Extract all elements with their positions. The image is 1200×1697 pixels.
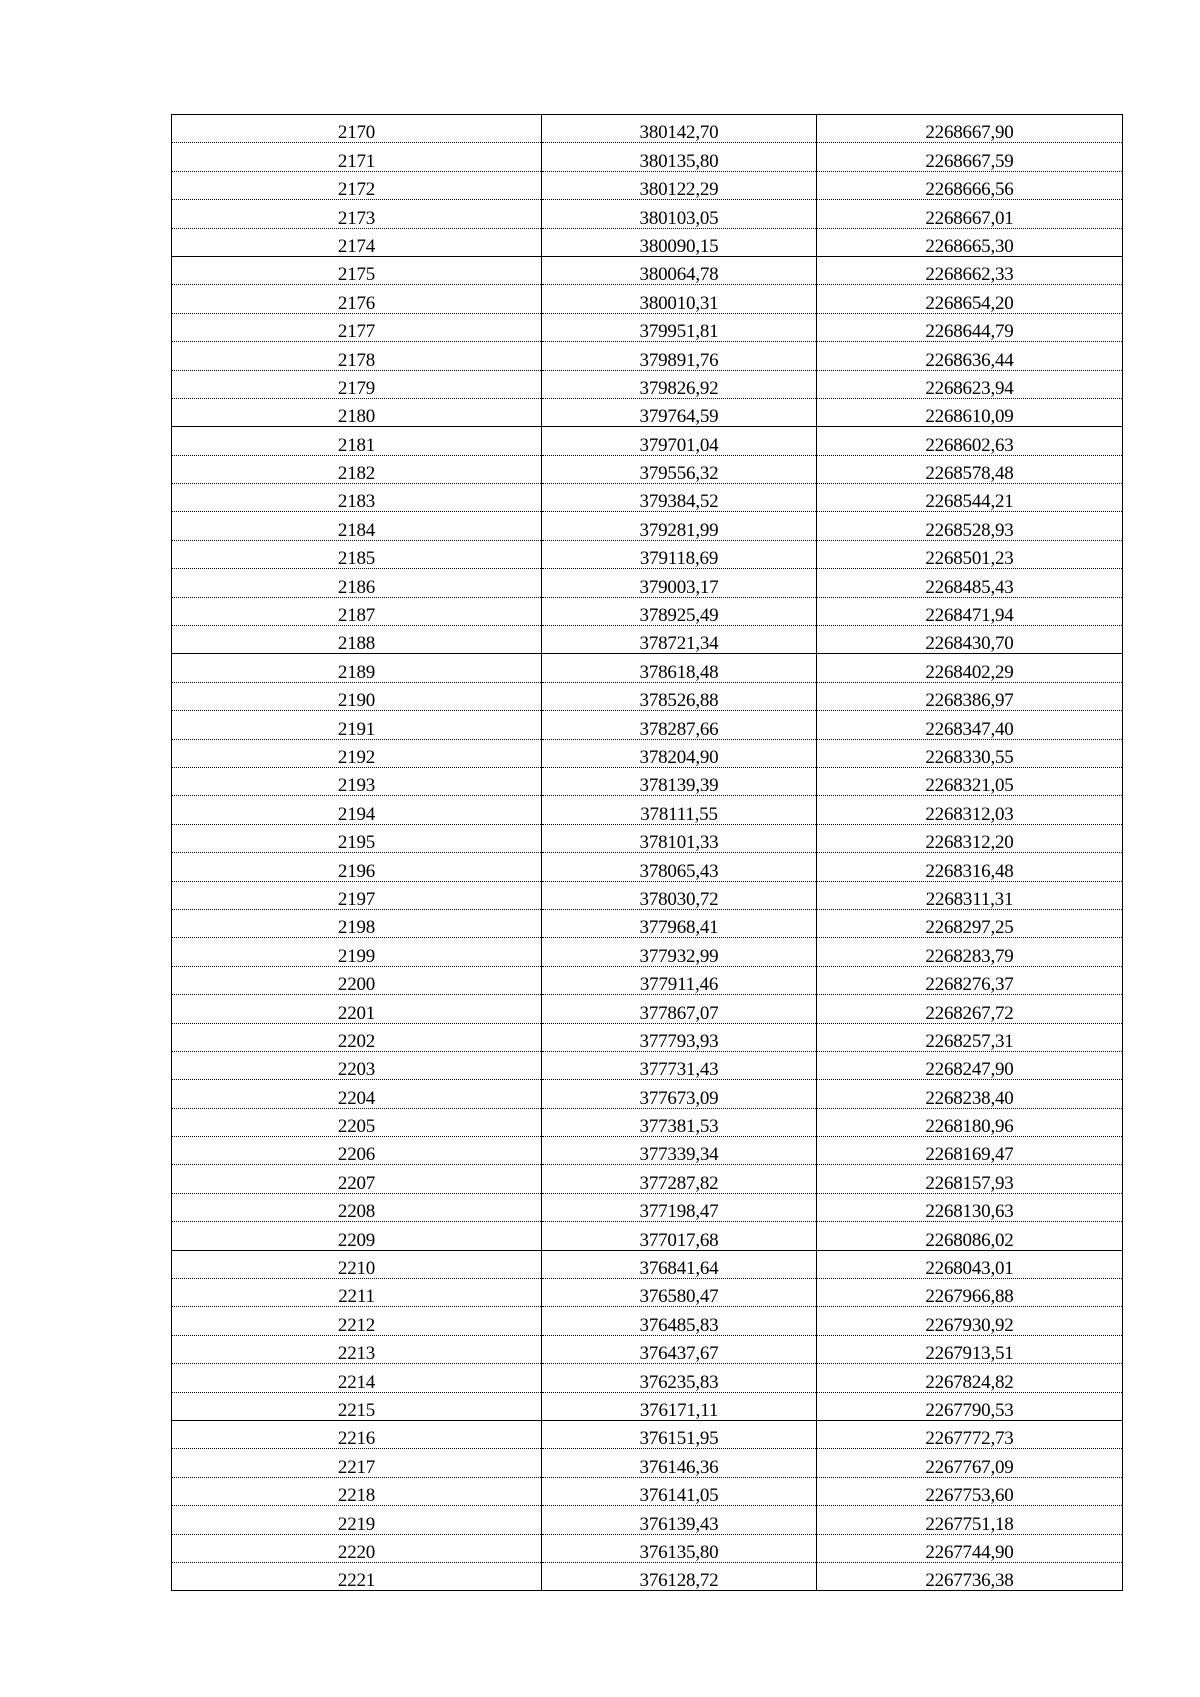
x-coordinate-cell: 377968,41: [542, 909, 817, 937]
table-row: [172, 484, 1123, 512]
y-coordinate-cell: 2268330,55: [817, 739, 1123, 767]
table-row: [172, 1534, 1123, 1562]
x-coordinate-cell: 379003,17: [542, 569, 817, 597]
table-row: [172, 115, 1123, 143]
point-number-cell: 2182: [172, 455, 542, 483]
point-number-cell: 2211: [172, 1279, 542, 1307]
y-coordinate-cell: 2267913,51: [817, 1335, 1123, 1363]
y-coordinate-cell: 2268297,25: [817, 909, 1123, 937]
x-coordinate-cell: 379891,76: [542, 342, 817, 370]
x-coordinate-cell: 377793,93: [542, 1023, 817, 1051]
point-number-cell: 2209: [172, 1222, 542, 1250]
x-coordinate-cell: 379951,81: [542, 313, 817, 341]
point-number-cell: 2181: [172, 427, 542, 455]
point-number-cell: 2204: [172, 1080, 542, 1108]
point-number-cell: 2201: [172, 995, 542, 1023]
table-row: [172, 1364, 1123, 1392]
table-row: [172, 1449, 1123, 1477]
x-coordinate-cell: 377339,34: [542, 1137, 817, 1165]
x-coordinate-cell: 379826,92: [542, 370, 817, 398]
point-number-cell: 2180: [172, 398, 542, 426]
y-coordinate-cell: 2268312,03: [817, 796, 1123, 824]
table-row: [172, 1222, 1123, 1250]
table-row: [172, 938, 1123, 966]
y-coordinate-cell: 2268276,37: [817, 966, 1123, 994]
point-number-cell: 2193: [172, 767, 542, 795]
point-number-cell: 2210: [172, 1250, 542, 1278]
point-number-cell: 2215: [172, 1392, 542, 1420]
x-coordinate-cell: 378111,55: [542, 796, 817, 824]
y-coordinate-cell: 2267753,60: [817, 1477, 1123, 1505]
x-coordinate-cell: 378204,90: [542, 739, 817, 767]
point-number-cell: 2184: [172, 512, 542, 540]
point-number-cell: 2198: [172, 909, 542, 937]
y-coordinate-cell: 2268386,97: [817, 682, 1123, 710]
table-row: [172, 1477, 1123, 1505]
y-coordinate-cell: 2268667,59: [817, 143, 1123, 171]
x-coordinate-cell: 377673,09: [542, 1080, 817, 1108]
table-row: [172, 995, 1123, 1023]
table-row: [172, 1080, 1123, 1108]
table-row: [172, 313, 1123, 341]
y-coordinate-cell: 2268180,96: [817, 1108, 1123, 1136]
point-number-cell: 2214: [172, 1364, 542, 1392]
point-number-cell: 2219: [172, 1506, 542, 1534]
point-number-cell: 2221: [172, 1562, 542, 1590]
y-coordinate-cell: 2268667,01: [817, 200, 1123, 228]
y-coordinate-cell: 2267930,92: [817, 1307, 1123, 1335]
y-coordinate-cell: 2268169,47: [817, 1137, 1123, 1165]
table-row: [172, 1279, 1123, 1307]
y-coordinate-cell: 2268471,94: [817, 597, 1123, 625]
y-coordinate-cell: 2268157,93: [817, 1165, 1123, 1193]
x-coordinate-cell: 380122,29: [542, 171, 817, 199]
y-coordinate-cell: 2268347,40: [817, 711, 1123, 739]
point-number-cell: 2183: [172, 484, 542, 512]
y-coordinate-cell: 2268238,40: [817, 1080, 1123, 1108]
table-row: [172, 228, 1123, 256]
table-row: [172, 512, 1123, 540]
point-number-cell: 2196: [172, 853, 542, 881]
point-number-cell: 2216: [172, 1420, 542, 1448]
y-coordinate-cell: 2268666,56: [817, 171, 1123, 199]
x-coordinate-cell: 376580,47: [542, 1279, 817, 1307]
x-coordinate-cell: 377381,53: [542, 1108, 817, 1136]
point-number-cell: 2192: [172, 739, 542, 767]
coordinates-table: [171, 114, 1123, 1591]
point-number-cell: 2191: [172, 711, 542, 739]
table-row: [172, 540, 1123, 568]
point-number-cell: 2199: [172, 938, 542, 966]
point-number-cell: 2175: [172, 256, 542, 284]
table-row: [172, 966, 1123, 994]
table-row: [172, 654, 1123, 682]
point-number-cell: 2195: [172, 824, 542, 852]
x-coordinate-cell: 376171,11: [542, 1392, 817, 1420]
x-coordinate-cell: 378101,33: [542, 824, 817, 852]
y-coordinate-cell: 2267767,09: [817, 1449, 1123, 1477]
table-row: [172, 1335, 1123, 1363]
point-number-cell: 2185: [172, 540, 542, 568]
table-row: [172, 1108, 1123, 1136]
x-coordinate-cell: 380064,78: [542, 256, 817, 284]
table-row: [172, 1137, 1123, 1165]
x-coordinate-cell: 378287,66: [542, 711, 817, 739]
table-row: [172, 682, 1123, 710]
point-number-cell: 2220: [172, 1534, 542, 1562]
x-coordinate-cell: 380103,05: [542, 200, 817, 228]
table-row: [172, 767, 1123, 795]
x-coordinate-cell: 377017,68: [542, 1222, 817, 1250]
x-coordinate-cell: 380142,70: [542, 115, 817, 143]
x-coordinate-cell: 380135,80: [542, 143, 817, 171]
table-row: [172, 256, 1123, 284]
table-row: [172, 1250, 1123, 1278]
x-coordinate-cell: 379764,59: [542, 398, 817, 426]
table-row: [172, 1165, 1123, 1193]
y-coordinate-cell: 2267736,38: [817, 1562, 1123, 1590]
y-coordinate-cell: 2268528,93: [817, 512, 1123, 540]
table-row: [172, 597, 1123, 625]
x-coordinate-cell: 377731,43: [542, 1051, 817, 1079]
table-row: [172, 1051, 1123, 1079]
x-coordinate-cell: 379701,04: [542, 427, 817, 455]
point-number-cell: 2202: [172, 1023, 542, 1051]
point-number-cell: 2208: [172, 1193, 542, 1221]
table-row: [172, 824, 1123, 852]
point-number-cell: 2179: [172, 370, 542, 398]
coordinates-table-body: [172, 115, 1123, 1591]
point-number-cell: 2206: [172, 1137, 542, 1165]
y-coordinate-cell: 2268665,30: [817, 228, 1123, 256]
point-number-cell: 2174: [172, 228, 542, 256]
table-row: [172, 739, 1123, 767]
point-number-cell: 2171: [172, 143, 542, 171]
point-number-cell: 2173: [172, 200, 542, 228]
x-coordinate-cell: 376437,67: [542, 1335, 817, 1363]
point-number-cell: 2205: [172, 1108, 542, 1136]
table-row: [172, 881, 1123, 909]
y-coordinate-cell: 2268321,05: [817, 767, 1123, 795]
table-row: [172, 1506, 1123, 1534]
point-number-cell: 2207: [172, 1165, 542, 1193]
y-coordinate-cell: 2268610,09: [817, 398, 1123, 426]
y-coordinate-cell: 2268402,29: [817, 654, 1123, 682]
table-row: [172, 1392, 1123, 1420]
x-coordinate-cell: 378526,88: [542, 682, 817, 710]
table-row: [172, 626, 1123, 654]
table-row: [172, 1193, 1123, 1221]
point-number-cell: 2203: [172, 1051, 542, 1079]
table-row: [172, 711, 1123, 739]
point-number-cell: 2186: [172, 569, 542, 597]
point-number-cell: 2189: [172, 654, 542, 682]
table-row: [172, 398, 1123, 426]
y-coordinate-cell: 2267744,90: [817, 1534, 1123, 1562]
table-row: [172, 1562, 1123, 1590]
point-number-cell: 2188: [172, 626, 542, 654]
x-coordinate-cell: 376128,72: [542, 1562, 817, 1590]
x-coordinate-cell: 376146,36: [542, 1449, 817, 1477]
table-row: [172, 569, 1123, 597]
table-row: [172, 171, 1123, 199]
point-number-cell: 2217: [172, 1449, 542, 1477]
point-number-cell: 2170: [172, 115, 542, 143]
x-coordinate-cell: 376151,95: [542, 1420, 817, 1448]
y-coordinate-cell: 2268602,63: [817, 427, 1123, 455]
y-coordinate-cell: 2268485,43: [817, 569, 1123, 597]
table-row: [172, 796, 1123, 824]
table-row: [172, 909, 1123, 937]
y-coordinate-cell: 2268636,44: [817, 342, 1123, 370]
x-coordinate-cell: 377198,47: [542, 1193, 817, 1221]
table-row: [172, 342, 1123, 370]
y-coordinate-cell: 2268043,01: [817, 1250, 1123, 1278]
x-coordinate-cell: 379281,99: [542, 512, 817, 540]
x-coordinate-cell: 379556,32: [542, 455, 817, 483]
x-coordinate-cell: 376841,64: [542, 1250, 817, 1278]
point-number-cell: 2176: [172, 285, 542, 313]
table-row: [172, 455, 1123, 483]
x-coordinate-cell: 378925,49: [542, 597, 817, 625]
point-number-cell: 2197: [172, 881, 542, 909]
x-coordinate-cell: 377911,46: [542, 966, 817, 994]
y-coordinate-cell: 2267966,88: [817, 1279, 1123, 1307]
y-coordinate-cell: 2268654,20: [817, 285, 1123, 313]
y-coordinate-cell: 2268312,20: [817, 824, 1123, 852]
x-coordinate-cell: 376485,83: [542, 1307, 817, 1335]
x-coordinate-cell: 377287,82: [542, 1165, 817, 1193]
y-coordinate-cell: 2267824,82: [817, 1364, 1123, 1392]
y-coordinate-cell: 2267772,73: [817, 1420, 1123, 1448]
x-coordinate-cell: 380090,15: [542, 228, 817, 256]
table-row: [172, 1307, 1123, 1335]
point-number-cell: 2213: [172, 1335, 542, 1363]
y-coordinate-cell: 2268267,72: [817, 995, 1123, 1023]
y-coordinate-cell: 2268623,94: [817, 370, 1123, 398]
table-row: [172, 1420, 1123, 1448]
table-row: [172, 200, 1123, 228]
table-row: [172, 427, 1123, 455]
y-coordinate-cell: 2268430,70: [817, 626, 1123, 654]
table-row: [172, 370, 1123, 398]
table-row: [172, 853, 1123, 881]
y-coordinate-cell: 2268578,48: [817, 455, 1123, 483]
y-coordinate-cell: 2268283,79: [817, 938, 1123, 966]
table-row: [172, 143, 1123, 171]
point-number-cell: 2194: [172, 796, 542, 824]
x-coordinate-cell: 378030,72: [542, 881, 817, 909]
y-coordinate-cell: 2268316,48: [817, 853, 1123, 881]
x-coordinate-cell: 379118,69: [542, 540, 817, 568]
point-number-cell: 2190: [172, 682, 542, 710]
x-coordinate-cell: 378721,34: [542, 626, 817, 654]
y-coordinate-cell: 2268667,90: [817, 115, 1123, 143]
y-coordinate-cell: 2268544,21: [817, 484, 1123, 512]
y-coordinate-cell: 2268501,23: [817, 540, 1123, 568]
x-coordinate-cell: 378139,39: [542, 767, 817, 795]
x-coordinate-cell: 378065,43: [542, 853, 817, 881]
y-coordinate-cell: 2268257,31: [817, 1023, 1123, 1051]
table-row: [172, 285, 1123, 313]
y-coordinate-cell: 2268086,02: [817, 1222, 1123, 1250]
x-coordinate-cell: 379384,52: [542, 484, 817, 512]
y-coordinate-cell: 2268130,63: [817, 1193, 1123, 1221]
x-coordinate-cell: 377932,99: [542, 938, 817, 966]
y-coordinate-cell: 2268662,33: [817, 256, 1123, 284]
point-number-cell: 2177: [172, 313, 542, 341]
y-coordinate-cell: 2268247,90: [817, 1051, 1123, 1079]
x-coordinate-cell: 376135,80: [542, 1534, 817, 1562]
x-coordinate-cell: 380010,31: [542, 285, 817, 313]
y-coordinate-cell: 2267751,18: [817, 1506, 1123, 1534]
x-coordinate-cell: 376139,43: [542, 1506, 817, 1534]
table-row: [172, 1023, 1123, 1051]
point-number-cell: 2218: [172, 1477, 542, 1505]
point-number-cell: 2212: [172, 1307, 542, 1335]
y-coordinate-cell: 2267790,53: [817, 1392, 1123, 1420]
point-number-cell: 2187: [172, 597, 542, 625]
point-number-cell: 2172: [172, 171, 542, 199]
x-coordinate-cell: 377867,07: [542, 995, 817, 1023]
y-coordinate-cell: 2268311,31: [817, 881, 1123, 909]
point-number-cell: 2178: [172, 342, 542, 370]
point-number-cell: 2200: [172, 966, 542, 994]
x-coordinate-cell: 378618,48: [542, 654, 817, 682]
x-coordinate-cell: 376141,05: [542, 1477, 817, 1505]
x-coordinate-cell: 376235,83: [542, 1364, 817, 1392]
y-coordinate-cell: 2268644,79: [817, 313, 1123, 341]
